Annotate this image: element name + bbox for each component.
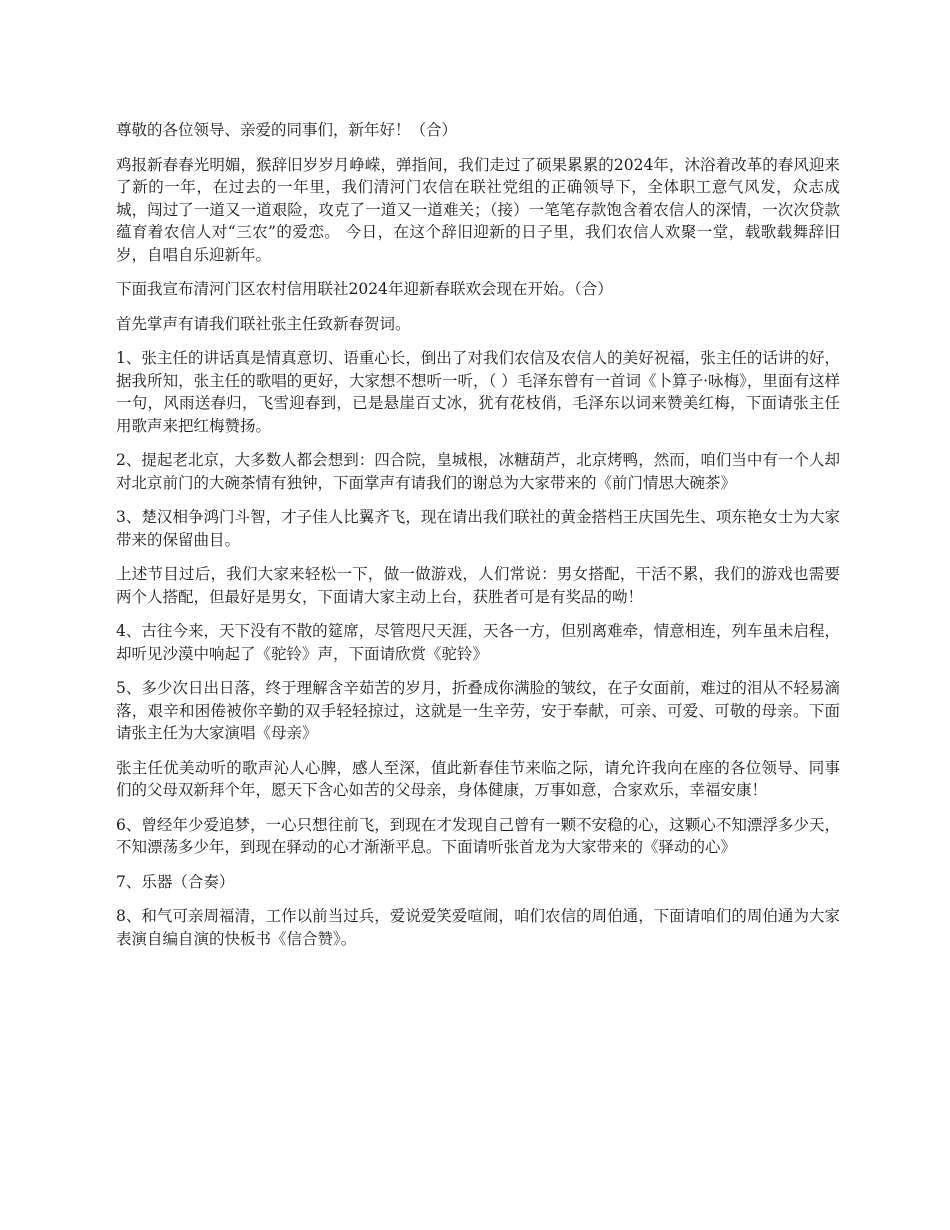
program-item-7: 7、乐器（合奏） xyxy=(116,872,235,891)
program-item-4: 4、古往今来，天下没有不散的筵席，尽管咫尺天涯，天各一方，但别离难牵，情意相连，列车虽未启程，却听见沙漠中响起了《驼铃》声，下面请欣赏《驼铃》 xyxy=(116,622,840,663)
game-paragraph: 上述节目过后，我们大家来轻松一下，做一做游戏，人们常说：男女搭配，干活不累，我们的游戏也需要两个人搭配，但最好是男女，下面请大家主动上台，获胜者可是有奖品的呦！ xyxy=(116,565,840,606)
greeting-paragraph: 尊敬的各位领导、亲爱的同事们，新年好！（合） xyxy=(116,121,458,139)
program-item-2: 2、提起老北京，大多数人都会想到：四合院，皇城根，冰糖葫芦，北京烤鸭，然而，咱们当中有一个人却对北京前门的大碗茶情有独钟，下面掌声有请我们的谢总为大家带来的《前门情思大碗茶》 xyxy=(116,451,840,492)
program-item-5: 5、多少次日出日落，终于理解含辛茹苦的岁月，折叠成你满脸的皱纹，在子女面前，难过的泪从不轻易滴落，艰辛和困倦被你辛勤的双手轻轻掠过，这就是一生辛劳，安于奉献，可亲、可爱、可敬的母亲。下面请张主任为大家演唱《母亲》 xyxy=(116,679,840,742)
invitation-paragraph: 首先掌声有请我们联社张主任致新春贺词。 xyxy=(116,314,411,333)
document-page xyxy=(116,119,840,962)
program-item-8: 8、和气可亲周福清，工作以前当过兵，爱说爱笑爱喧闹，咱们农信的周伯通，下面请咱们的周伯通为大家表演自编自演的快板书《信合赞》。 xyxy=(116,907,840,948)
program-item-3: 3、楚汉相争鸿门斗智，才子佳人比翼齐飞，现在请出我们联社的黄金搭档王庆国先生、项东艳女士为大家带来的保留曲目。 xyxy=(116,508,840,549)
program-item-1: 1、张主任的讲话真是情真意切、语重心长，倒出了对我们农信及农信人的美好祝福，张主任的话讲的好，据我所知，张主任的歌唱的更好，大家想不想听一听，（ ）毛泽东曾有一首词《卜算子·咏梅》，里面有这样一句，风雨送春归，飞雪迎春到，已是悬崖百丈冰，犹有花枝俏，毛泽东以词来赞美红梅，下面请张主任用歌声来把红梅赞扬。 xyxy=(116,349,840,435)
blessing-paragraph: 张主任优美动听的歌声沁人心脾，感人至深，值此新春佳节来临之际，请允许我向在座的各位领导、同事们的父母双新拜个年，愿天下含心如苦的父母亲，身体健康，万事如意，合家欢乐，幸福安康！ xyxy=(116,758,840,799)
program-item-6: 6、曾经年少爱追梦，一心只想往前飞，到现在才发现自己曾有一颗不安稳的心，这颗心不知漂浮多少天，不知漂荡多少年，到现在驿动的心才渐渐平息。下面请听张首龙为大家带来的《驿动的心》 xyxy=(116,815,840,856)
opening-speech-paragraph: 鸡报新春春光明媚，猴辞旧岁岁月峥嵘，弹指间，我们走过了硕果累累的2024年，沐浴着改革的春风迎来了新的一年，在过去的一年里，我们清河门农信在联社党组的正确领导下，全体职工意气风发，众志成城，闯过了一道又一道艰险，攻克了一道又一道难关；（接）一笔笔存款饱含着农信人的深情，一次次贷款蕴育着农信人对“三农”的爱恋。 今日，在这个辞旧迎新的日子里，我们农信人欢聚一堂，载歌载舞辞旧岁，自唱自乐迎新年。 xyxy=(116,155,840,264)
announcement-paragraph: 下面我宣布清河门区农村信用联社2024年迎新春联欢会现在开始。（合） xyxy=(116,280,613,298)
